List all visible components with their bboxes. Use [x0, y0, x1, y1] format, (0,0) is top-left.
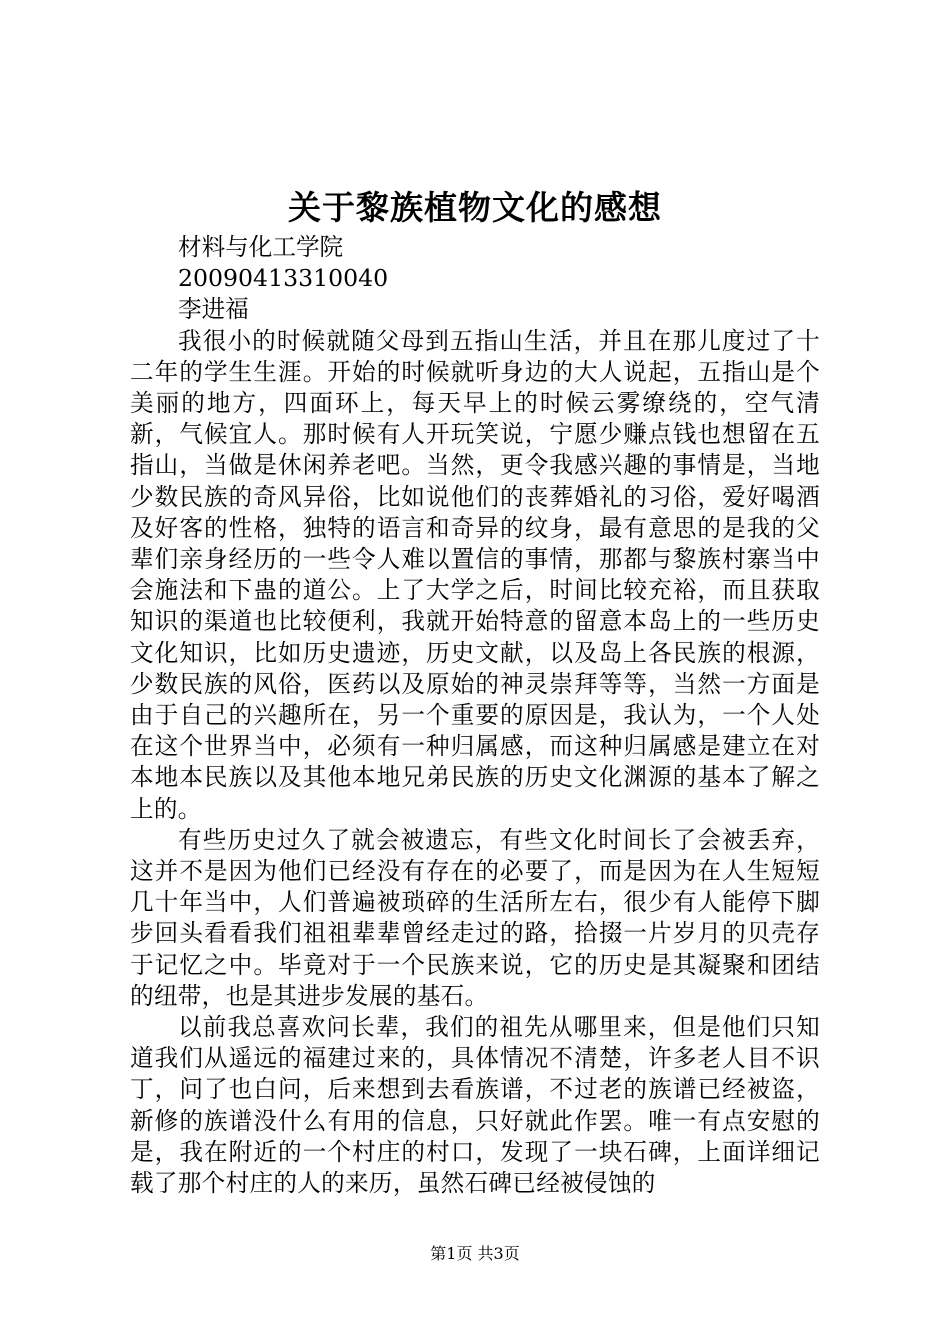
paragraph-1: 我很小的时候就随父母到五指山生活，并且在那儿度过了十二年的学生生涯。开始的时候就听身边的大人说起，五指山是个美丽的地方，四面环上，每天早上的时候云雾缭绕的，空气清新，气候宜人。那时候有人开玩笑说，宁愿少赚点钱也想留在五指山，当做是休闲养老吧。当然，更令我感兴趣的事情是，当地少数民族的奇风异俗，比如说他们的丧葬婚礼的习俗，爱好喝酒及好客的性格，独特的语言和奇异的纹身，最有意思的是我的父辈们亲身经历的一些令人难以置信的事情，那都与黎族村寨当中会施法和下蛊的道公。上了大学之后，时间比较充裕，而且获取知识的渠道也比较便利，我就开始特意的留意本岛上的一些历史文化知识，比如历史遗迹，历史文献，以及岛上各民族的根源，少数民族的风俗，医药以及原始的神灵崇拜等等，当然一方面是由于自己的兴趣所在，另一个重要的原因是，我认为，一个人处在这个世界当中，必须有一种归属感，而这种归属感是建立在对本地本民族以及其他本地兄弟民族的历史文化渊源的基本了解之上的。: [130, 326, 820, 823]
college-line: 材料与化工学院: [178, 233, 344, 261]
author-line: 李进福: [178, 295, 249, 324]
page-footer: 第1页 共3页: [430, 1244, 520, 1263]
document-title: 关于黎族植物文化的感想: [288, 188, 662, 227]
paragraph-2: 有些历史过久了就会被遗忘，有些文化时间长了会被丢弃，这并不是因为他们已经没有存在的必要了，而是因为在人生短短几十年当中，人们普遍被琐碎的生活所左右，很少有人能停下脚步回头看看我们祖祖辈辈曾经走过的路，拾掇一片岁月的贝壳存于记忆之中。毕竟对于一个民族来说，它的历史是其凝聚和团结的纽带，也是其进步发展的基石。: [130, 825, 820, 1010]
student-id-line: 20090413310040: [178, 264, 389, 293]
paragraph-3: 以前我总喜欢问长辈，我们的祖先从哪里来，但是他们只知道我们从遥远的福建过来的，具体情况不清楚，许多老人目不识丁，问了也白问，后来想到去看族谱，不过老的族谱已经被盗，新修的族谱没什么有用的信息，只好就此作罢。唯一有点安慰的是，我在附近的一个村庄的村口，发现了一块石碑，上面详细记载了那个村庄的人的来历，虽然石碑已经被侵蚀的: [130, 1013, 820, 1198]
document-body: [130, 232, 820, 1199]
